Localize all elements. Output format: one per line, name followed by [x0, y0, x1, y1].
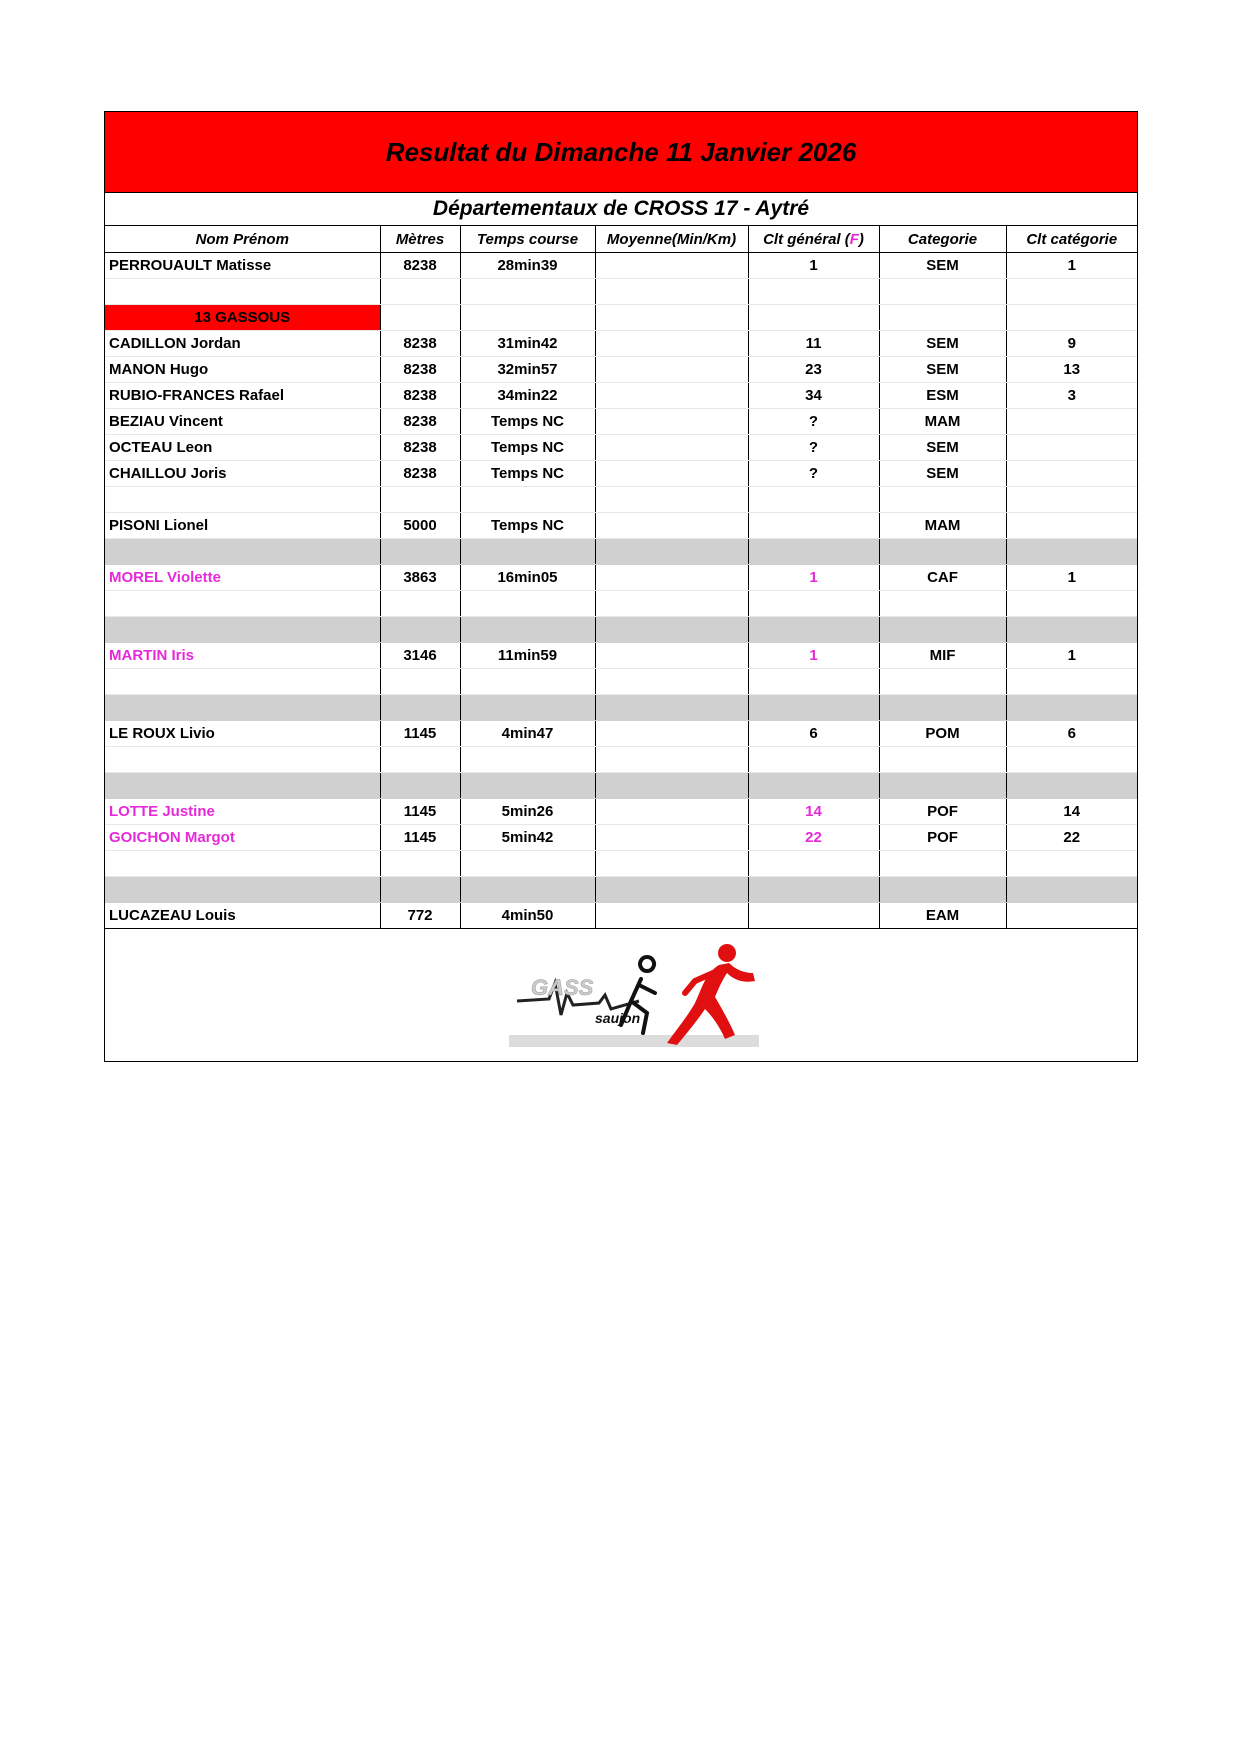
cell-category: MAM [879, 513, 1006, 539]
table-row [105, 565, 1137, 591]
cell-category: POM [879, 721, 1006, 747]
cell-time: 32min57 [460, 357, 595, 383]
cell-cat-rank: 1 [1006, 253, 1137, 279]
table-row [105, 799, 1137, 825]
cell-name: CHAILLOU Joris [105, 461, 380, 487]
cell-name: LE ROUX Livio [105, 721, 380, 747]
empty-row [105, 669, 1137, 695]
cell-name: LOTTE Justine [105, 799, 380, 825]
cell-category: SEM [879, 357, 1006, 383]
cell-meters: 5000 [380, 513, 460, 539]
cell-overall: ? [748, 461, 879, 487]
cell-pace [595, 461, 748, 487]
table-row [105, 435, 1137, 461]
cell-pace [595, 409, 748, 435]
cell-meters: 3863 [380, 565, 460, 591]
cell-time: Temps NC [460, 461, 595, 487]
cell-category: EAM [879, 903, 1006, 929]
col-meters: Mètres [380, 226, 460, 253]
cell-name: CADILLON Jordan [105, 331, 380, 357]
col-cat-rank: Clt catégorie [1006, 226, 1137, 253]
logo-word: saujon [595, 1010, 641, 1026]
cell-category: POF [879, 825, 1006, 851]
cell-cat-rank [1006, 513, 1137, 539]
separator-row [105, 617, 1137, 643]
empty-row [105, 487, 1137, 513]
page-title: Resultat du Dimanche 11 Janvier 2026 [385, 136, 857, 167]
cell-category: MAM [879, 409, 1006, 435]
col-overall-label: Clt général ( [763, 230, 850, 248]
cell-pace [595, 357, 748, 383]
col-name: Nom Prénom [105, 226, 380, 253]
cell-meters: 8238 [380, 357, 460, 383]
cell-time: 16min05 [460, 565, 595, 591]
cell-category: SEM [879, 331, 1006, 357]
cell-overall: 1 [748, 253, 879, 279]
cell-cat-rank: 6 [1006, 721, 1137, 747]
cell-time: 34min22 [460, 383, 595, 409]
empty-row [105, 747, 1137, 773]
cell-overall: 1 [748, 565, 879, 591]
table-row [105, 643, 1137, 669]
cell-overall: 34 [748, 383, 879, 409]
cell-pace [595, 383, 748, 409]
table-row [105, 513, 1137, 539]
cell-cat-rank: 9 [1006, 331, 1137, 357]
cell-overall [748, 903, 879, 929]
header-row [105, 226, 1137, 253]
cell-time: 11min59 [460, 643, 595, 669]
cell-meters: 8238 [380, 383, 460, 409]
empty-row [105, 851, 1137, 877]
separator-row [105, 773, 1137, 799]
cell-meters: 772 [380, 903, 460, 929]
table-row [105, 461, 1137, 487]
cell-overall [748, 513, 879, 539]
cell-overall: 6 [748, 721, 879, 747]
cell-name: OCTEAU Leon [105, 435, 380, 461]
cell-name: MARTIN Iris [105, 643, 380, 669]
cell-pace [595, 435, 748, 461]
table-row [105, 721, 1137, 747]
table-row [105, 253, 1137, 279]
group-label: 13 GASSOUS [105, 305, 380, 331]
cell-pace [595, 253, 748, 279]
cell-overall: 22 [748, 825, 879, 851]
table-row [105, 409, 1137, 435]
cell-time: Temps NC [460, 409, 595, 435]
cell-name: MANON Hugo [105, 357, 380, 383]
col-pace: Moyenne(Min/Km) [595, 226, 748, 253]
col-time: Temps course [460, 226, 595, 253]
empty-row [105, 279, 1137, 305]
cell-pace [595, 643, 748, 669]
cell-name: PISONI Lionel [105, 513, 380, 539]
cell-category: SEM [879, 435, 1006, 461]
cell-overall: ? [748, 435, 879, 461]
separator-row [105, 539, 1137, 565]
group-row [105, 305, 1137, 331]
cell-category: SEM [879, 461, 1006, 487]
cell-meters: 8238 [380, 435, 460, 461]
cell-time: 5min26 [460, 799, 595, 825]
cell-meters: 8238 [380, 253, 460, 279]
cell-meters: 1145 [380, 721, 460, 747]
cell-time: 31min42 [460, 331, 595, 357]
cell-cat-rank [1006, 409, 1137, 435]
cell-time: 4min50 [460, 903, 595, 929]
event-subtitle: Départementaux de CROSS 17 - Aytré [105, 193, 1137, 226]
cell-overall: 14 [748, 799, 879, 825]
results-table [105, 226, 1137, 929]
logo-letters: GASS [531, 975, 594, 1000]
cell-overall: 11 [748, 331, 879, 357]
cell-category: CAF [879, 565, 1006, 591]
table-row [105, 331, 1137, 357]
cell-meters: 8238 [380, 331, 460, 357]
cell-name: PERROUAULT Matisse [105, 253, 380, 279]
col-overall-close: ) [858, 230, 864, 248]
club-logo [509, 943, 761, 1051]
cell-category: MIF [879, 643, 1006, 669]
cell-name: LUCAZEAU Louis [105, 903, 380, 929]
cell-time: Temps NC [460, 513, 595, 539]
cell-pace [595, 903, 748, 929]
cell-pace [595, 331, 748, 357]
cell-cat-rank [1006, 461, 1137, 487]
cell-name: BEZIAU Vincent [105, 409, 380, 435]
cell-overall: ? [748, 409, 879, 435]
cell-category: POF [879, 799, 1006, 825]
cell-meters: 3146 [380, 643, 460, 669]
cell-cat-rank: 14 [1006, 799, 1137, 825]
cell-name: MOREL Violette [105, 565, 380, 591]
cell-cat-rank: 3 [1006, 383, 1137, 409]
cell-cat-rank: 1 [1006, 643, 1137, 669]
cell-meters: 8238 [380, 461, 460, 487]
cell-category: SEM [879, 253, 1006, 279]
cell-cat-rank [1006, 435, 1137, 461]
cell-meters: 1145 [380, 825, 460, 851]
cell-meters: 8238 [380, 409, 460, 435]
empty-row [105, 591, 1137, 617]
cell-pace [595, 565, 748, 591]
table-row [105, 903, 1137, 929]
cell-time: 4min47 [460, 721, 595, 747]
separator-row [105, 877, 1137, 903]
cell-overall: 1 [748, 643, 879, 669]
female-marker: F [849, 230, 859, 248]
title-banner [105, 112, 1137, 193]
cell-pace [595, 513, 748, 539]
cell-cat-rank: 1 [1006, 565, 1137, 591]
table-row [105, 383, 1137, 409]
cell-meters: 1145 [380, 799, 460, 825]
cell-pace [595, 825, 748, 851]
col-overall [748, 226, 879, 253]
cell-time: Temps NC [460, 435, 595, 461]
cell-pace [595, 799, 748, 825]
cell-pace [595, 721, 748, 747]
cell-time: 5min42 [460, 825, 595, 851]
cell-name: RUBIO-FRANCES Rafael [105, 383, 380, 409]
separator-row [105, 695, 1137, 721]
cell-category: ESM [879, 383, 1006, 409]
cell-time: 28min39 [460, 253, 595, 279]
footer-logo-area [105, 929, 1137, 1061]
cell-cat-rank: 22 [1006, 825, 1137, 851]
cell-cat-rank: 13 [1006, 357, 1137, 383]
table-row [105, 357, 1137, 383]
results-sheet [104, 111, 1138, 1062]
col-category: Categorie [879, 226, 1006, 253]
table-row [105, 825, 1137, 851]
cell-cat-rank [1006, 903, 1137, 929]
cell-name: GOICHON Margot [105, 825, 380, 851]
cell-overall: 23 [748, 357, 879, 383]
